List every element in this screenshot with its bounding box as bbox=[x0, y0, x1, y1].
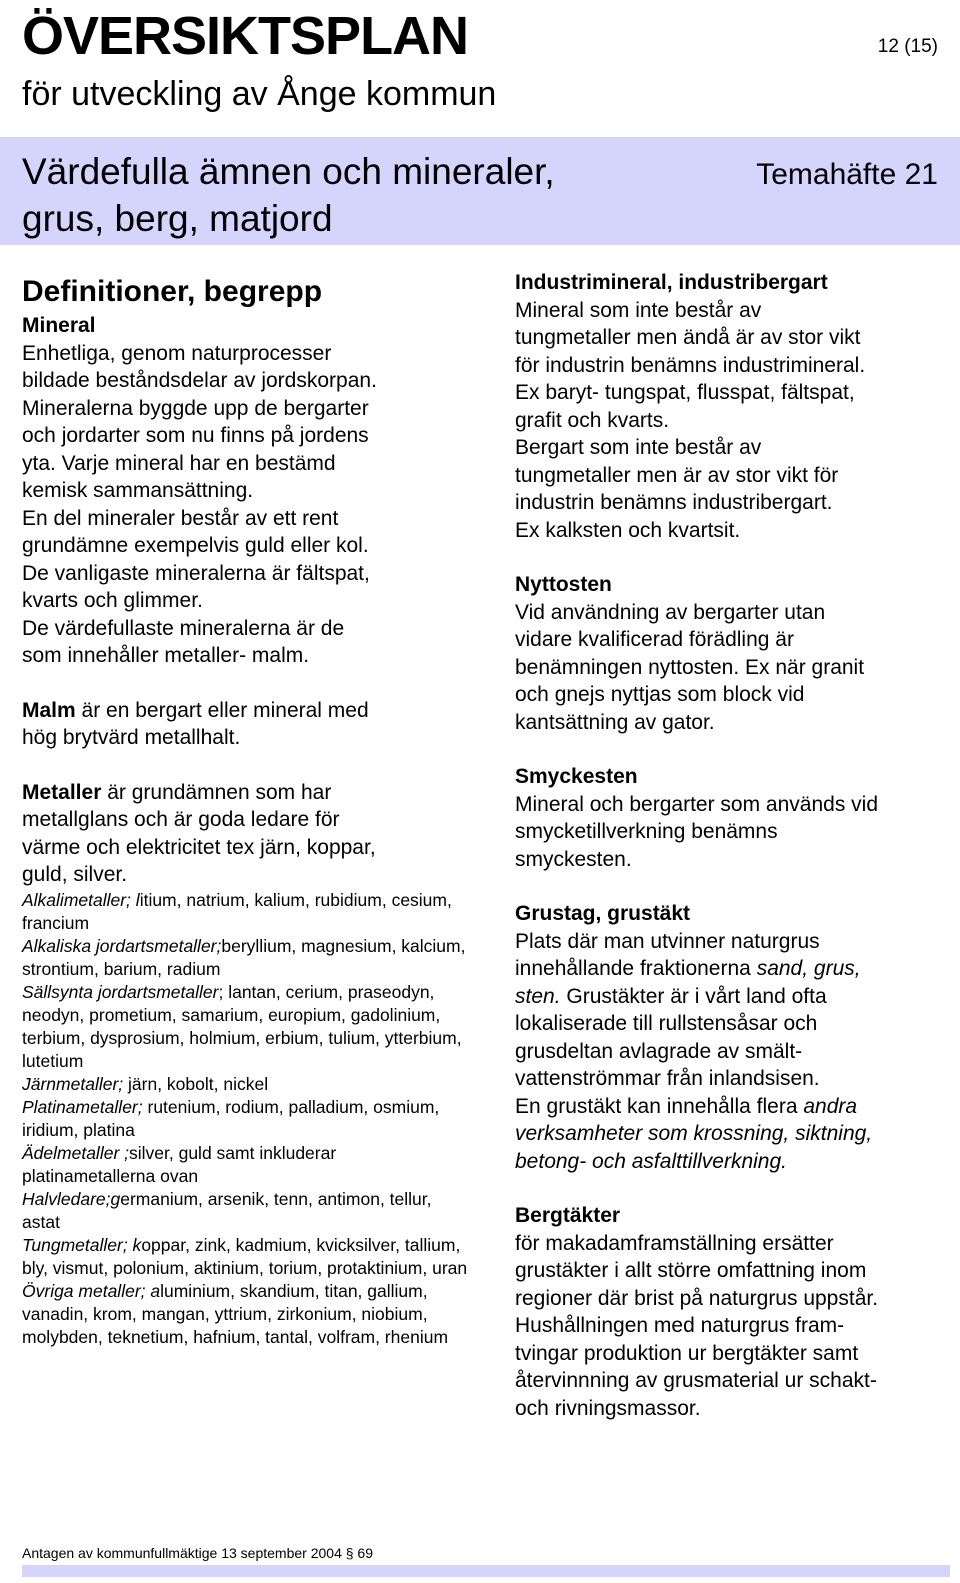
metal-groups-list bbox=[22, 889, 472, 1349]
theme-label: Temahäfte 21 bbox=[756, 158, 938, 191]
text-line: kemisk sammansättning. bbox=[22, 479, 254, 502]
text-line: metallglans och är goda ledare för bbox=[22, 808, 340, 831]
document-subtitle: för utveckling av Ånge kommun bbox=[22, 75, 497, 113]
smyckesten-heading: Smyckesten bbox=[515, 765, 638, 788]
footer-text: Antagen av kommunfullmäktige 13 september 2004 § 69 bbox=[22, 1545, 373, 1561]
text-line: och gnejs nyttjas som block vid bbox=[515, 683, 805, 706]
text-line: Mineralerna byggde upp de bergarter bbox=[22, 396, 369, 420]
text-line: bildade beståndsdelar av jordskorpan. bbox=[22, 369, 377, 392]
text-line: och jordarter som nu finns på jordens bbox=[22, 424, 369, 447]
text-line: benämningen nyttosten. Ex när granit bbox=[515, 655, 865, 679]
mineral-heading: Mineral bbox=[22, 314, 96, 337]
text-line: guld, silver. bbox=[22, 863, 128, 886]
text-line: grafit och kvarts. bbox=[515, 408, 670, 432]
text-line: grusdeltan avlagrade av smält- bbox=[515, 1039, 803, 1063]
text-line: smyckesten. bbox=[515, 847, 632, 871]
industri-heading: Industrimineral, industribergart bbox=[515, 271, 828, 294]
text-line: Mineral och bergarter som används vid bbox=[515, 792, 879, 816]
text-line: och rivningsmassor. bbox=[515, 1396, 701, 1420]
text-line: Enhetliga, genom naturprocesser bbox=[22, 341, 332, 365]
nyttosten-heading: Nyttosten bbox=[515, 573, 612, 596]
text-line: tungmetaller men ändå är av stor vikt bbox=[515, 326, 861, 349]
bergtakter-heading: Bergtäkter bbox=[515, 1204, 621, 1227]
metal-group-item: Ädelmetaller ;silver, guld samt inkluderar platinametallerna ovan bbox=[22, 1142, 337, 1186]
metal-group-item: Sällsynta jordartsmetaller; lantan, cerium, praseodyn, neodyn, prometium, samarium, europium, gadolinium, terbium, dysprosium, holmium, erbium, tulium, ytterbium, lutetium bbox=[22, 981, 462, 1071]
text-line: Hushållningen med naturgrus fram- bbox=[515, 1314, 845, 1337]
text-line: tvingar produktion ur bergtäkter samt bbox=[515, 1341, 859, 1365]
text-line: Bergart som inte består av bbox=[515, 436, 762, 459]
text-line: kvarts och glimmer. bbox=[22, 589, 203, 612]
band-title: Värdefulla ämnen och mineraler, grus, berg, matjord bbox=[22, 151, 555, 239]
metal-group-item: Tungmetaller; koppar, zink, kadmium, kvicksilver, tallium, bly, vismut, polonium, aktinium, torium, protaktinium, uran bbox=[22, 1234, 468, 1278]
grustag-heading: Grustag, grustäkt bbox=[515, 902, 691, 925]
text-line: vattenströmmar från inlandsisen. bbox=[515, 1067, 820, 1090]
text-line: vidare kvalificerad förädling är bbox=[515, 628, 794, 651]
text-line: smycketillverkning benämns bbox=[515, 820, 778, 843]
footer-band bbox=[22, 1565, 950, 1577]
text-line: för makadamframställning ersätter bbox=[515, 1231, 834, 1255]
text-line: Mineral som inte består av bbox=[515, 298, 762, 322]
text-line: En del mineraler består av ett rent bbox=[22, 506, 339, 530]
text-line: Ex kalksten och kvartsit. bbox=[515, 518, 741, 542]
page-number: 12 (15) bbox=[877, 36, 938, 57]
text-line: kantsättning av gator. bbox=[515, 710, 715, 734]
text-line: tungmetaller men är av stor vikt för bbox=[515, 463, 839, 487]
text-line: återvinnning av grusmaterial ur schakt- bbox=[515, 1369, 877, 1392]
text-line: grundämne exempelvis guld eller kol. bbox=[22, 534, 369, 557]
text-line: för industrin benämns industrimineral. bbox=[515, 353, 866, 377]
metal-group-item: Alkalimetaller; litium, natrium, kalium, rubidium, cesium, francium bbox=[22, 889, 452, 933]
text-line: värme och elektricitet tex järn, koppar, bbox=[22, 835, 376, 859]
text-line: Vid användning av bergarter utan bbox=[515, 600, 826, 624]
metaller-text bbox=[22, 806, 472, 889]
text-line: De värdefullaste mineralerna är de bbox=[22, 616, 345, 640]
text-line: Ex baryt- tungspat, flusspat, fältspat, bbox=[515, 381, 855, 404]
section-heading: Definitioner, begrepp bbox=[22, 275, 323, 308]
metal-group-item: Järnmetaller; järn, kobolt, nickel bbox=[22, 1073, 269, 1094]
malm-paragraph: Malm är en bergart eller mineral med bbox=[22, 698, 369, 722]
text-line: grustäkter i allt större omfattning inom bbox=[515, 1259, 867, 1282]
metal-group-item: Övriga metaller; aluminium, skandium, titan, gallium, vanadin, krom, mangan, yttrium, zirkonium, niobium, molybden, teknetium, hafnium, tantal, volfram, rhenium bbox=[22, 1280, 449, 1347]
text-line: regioner där brist på naturgrus uppstår. bbox=[515, 1286, 879, 1310]
text-line: lokaliserade till rullstensåsar och bbox=[515, 1012, 818, 1035]
mineral-text bbox=[22, 340, 472, 670]
right-column bbox=[515, 269, 955, 1422]
metal-group-item: Platinametaller; rutenium, rodium, palladium, osmium, iridium, platina bbox=[22, 1096, 440, 1140]
text-line: som innehåller metaller- malm. bbox=[22, 644, 310, 667]
smyckesten-text bbox=[515, 791, 955, 874]
text-line: yta. Varje mineral har en bestämd bbox=[22, 451, 336, 475]
metal-group-item: Alkaliska jordartsmetaller;beryllium, magnesium, kalcium, strontium, barium, radium bbox=[22, 935, 466, 979]
metaller-paragraph: Metaller är grundämnen som har bbox=[22, 780, 332, 804]
text-line: industrin benämns industribergart. bbox=[515, 491, 833, 514]
nyttosten-text bbox=[515, 599, 955, 737]
document-title: ÖVERSIKTSPLAN bbox=[22, 6, 469, 66]
text-line: De vanligaste mineralerna är fältspat, bbox=[22, 561, 370, 585]
metal-group-item: Halvledare;germanium, arsenik, tenn, antimon, tellur, astat bbox=[22, 1188, 432, 1232]
grustag-text: Plats där man utvinner naturgrus innehållande fraktionerna sand, grus, sten. Grustäkter är i vårt land ofta lokaliserade till rullstensåsar och grusdeltan avlagrade av smält- vattenströmmar från inlandsisen. En grustäkt kan innehålla flera andra verksamheter som krossning, siktning, betong- och asfalttillverkning. bbox=[515, 928, 955, 1176]
bergtakter-text bbox=[515, 1230, 955, 1423]
industri-text bbox=[515, 297, 955, 545]
left-column: Definitioner, begrepp Mineral Enhetliga, genom naturprocesser bildade beståndsdelar av jordskorpan. Mineralerna byggde upp de bergarter och jordarter som nu finns på jordens yta. Varje mineral har en bestämd kemisk sammansättning. En del mineraler består av ett rent grundämne exempelvis guld eller kol. De vanligaste mineralerna är fältspat, kvarts och glimmer. De värdefullaste mineralerna är de som innehåller metaller- malm. Malm är en bergart eller mineral med hög brytvärd metallhalt. Metaller är grundämnen som har metallglans och är goda ledare för värme och elektricitet tex järn, koppar, guld, silver. Alkalimetaller; litium, natrium, kalium, rubidium, cesium, francium Alkaliska jordartsmetaller;beryllium, magnesium, kalcium, strontium, barium, radium Sällsynta jordartsmetaller; lantan, cerium, praseodyn, neodyn, prometium, samarium, europium, gadolinium, terbium, dysprosium, holmium, erbium, tulium, ytterbium, lutetium Järnmetaller; järn, kobolt, nickel Platinametaller; rutenium, rodium, palladium, osmium, iridium, platina Ädelmetaller ;silver, guld samt inkluderar platinametallerna ovan Halvledare;germanium, arsenik, tenn, antimon, tellur, astat Tungmetaller; koppar, zink, kadmium, kvicksilver, tallium, bly, vismut, polonium, aktinium, torium, protaktinium, uran Övriga metaller; aluminium, skandium, titan, gallium, vanadin, krom, mangan, yttrium, zirkonium, niobium, molybden, teknetium, hafnium, tantal, volfram, rhenium bbox=[22, 272, 472, 1349]
